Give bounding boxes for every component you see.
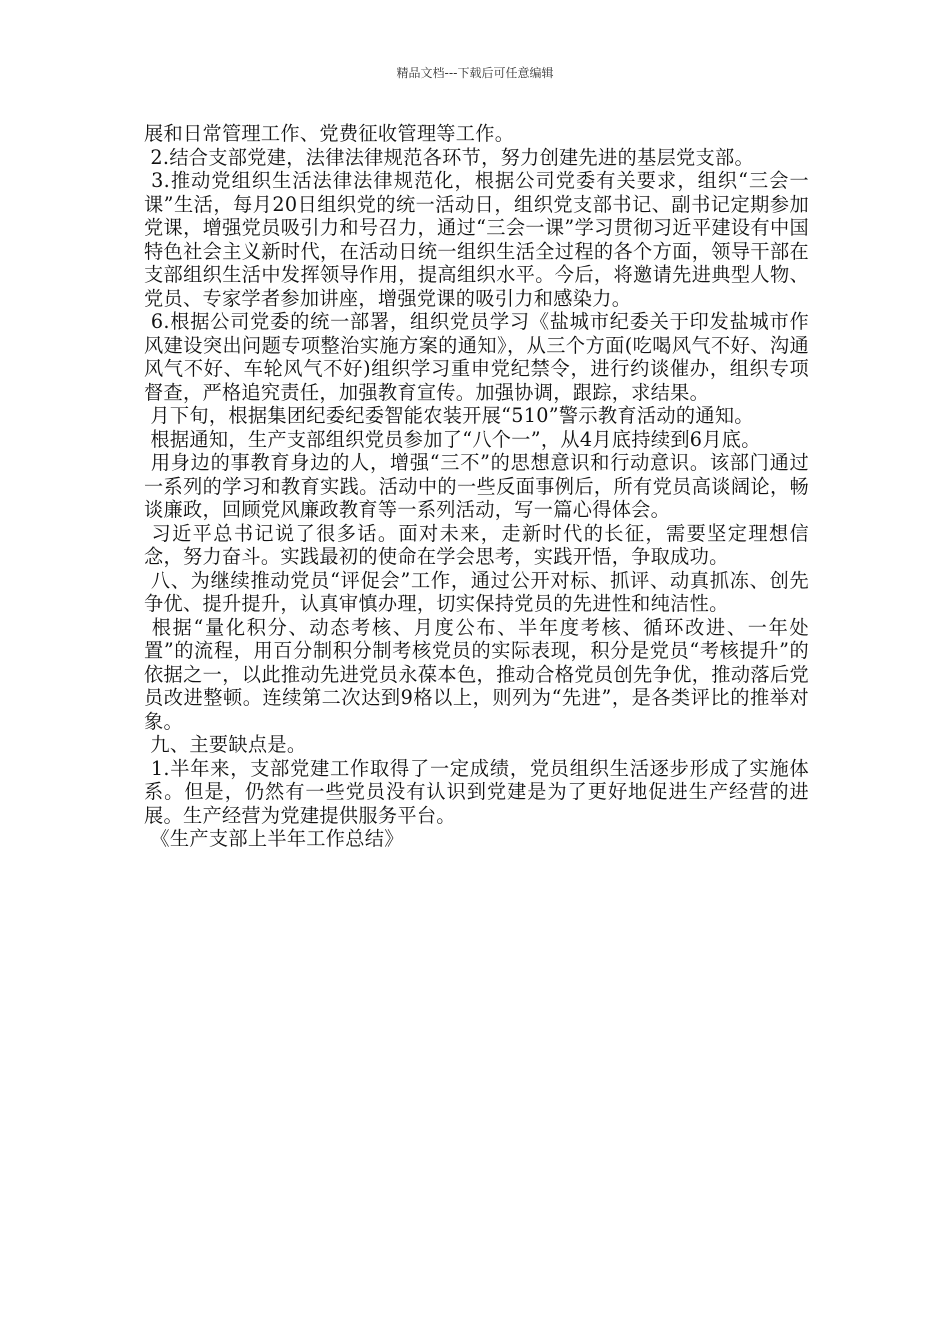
paragraph: 展和日常管理工作、党费征收管理等工作。 <box>144 122 515 145</box>
page-header: 精品文档---下载后可任意编辑 <box>396 66 554 80</box>
paragraph: 根据通知，生产支部组织党员参加了“八个一”，从4月底持续到6月底。 <box>144 427 761 451</box>
paragraph: 根据“量化积分、动态考核、月度公布、半年度考核、循环改进、一年处置”的流程，用百分制积分制考核党员的实际表现，积分是党员“考核提升”的依据之一，以此推动先进党员永葆本色，推动合格党员创先争优，推动落后党员改进整顿。连续第二次达到9格以上，则列为“先进”，是各类评比的推举对象。 <box>144 615 809 733</box>
paragraph: 用身边的事教育身边的人，增强“三不”的思想意识和行动意识。该部门通过一系列的学习和教育实践。活动中的一些反面事例后，所有党员高谈阔论，畅谈廉政，回顾党风廉政教育等一系列活动，写一篇心得体会。 <box>144 451 809 521</box>
paragraph: 2.结合支部党建，法律法律规范各环节，努力创建先进的基层党支部。 <box>144 145 754 169</box>
document-body <box>144 122 809 851</box>
paragraph: 1.半年来，支部党建工作取得了一定成绩，党员组织生活逐步形成了实施体系。但是，仍然有一些党员没有认识到党建是为了更好地促进生产经营的进展。生产经营为党建提供服务平台。 <box>144 756 809 827</box>
paragraph: 6.根据公司党委的统一部署，组织党员学习《盐城市纪委关于印发盐城市作风建设突出问题专项整治实施方案的通知》，从三个方面(吃喝风气不好、沟通风气不好、车轮风气不好)组织学习重申党纪禁令，进行约谈催办，组织专项督查，严格追究责任，加强教育宣传。加强协调，跟踪，求结果。 <box>144 310 809 404</box>
paragraph: 习近平总书记说了很多话。面对未来，走新时代的长征，需要坚定理想信念，努力奋斗。实践最初的使命在学会思考，实践开悟，争取成功。 <box>144 521 809 568</box>
document-title-footer: 《生产支部上半年工作总结》 <box>144 827 404 850</box>
paragraph: 九、主要缺点是。 <box>144 733 307 756</box>
paragraph: 八、为继续推动党员“评促会”工作，通过公开对标、抓评、动真抓冻、创先争优、提升提升，认真审慎办理，切实保持党员的先进性和纯洁性。 <box>144 568 809 615</box>
paragraph: 月下旬，根据集团纪委纪委智能农装开展“510”警示教育活动的通知。 <box>144 404 754 427</box>
paragraph: 3.推动党组织生活法律法律规范化，根据公司党委有关要求，组织“三会一课”生活，每月20日组织党的统一活动日，组织党支部书记、副书记定期参加党课，增强党员吸引力和号召力，通过“三会一课”学习贯彻习近平建设有中国特色社会主义新时代，在活动日统一组织生活全过程的各个方面，领导干部在支部组织生活中发挥领导作用，提高组织水平。今后，将邀请先进典型人物、党员、专家学者参加讲座，增强党课的吸引力和感染力。 <box>144 169 809 310</box>
